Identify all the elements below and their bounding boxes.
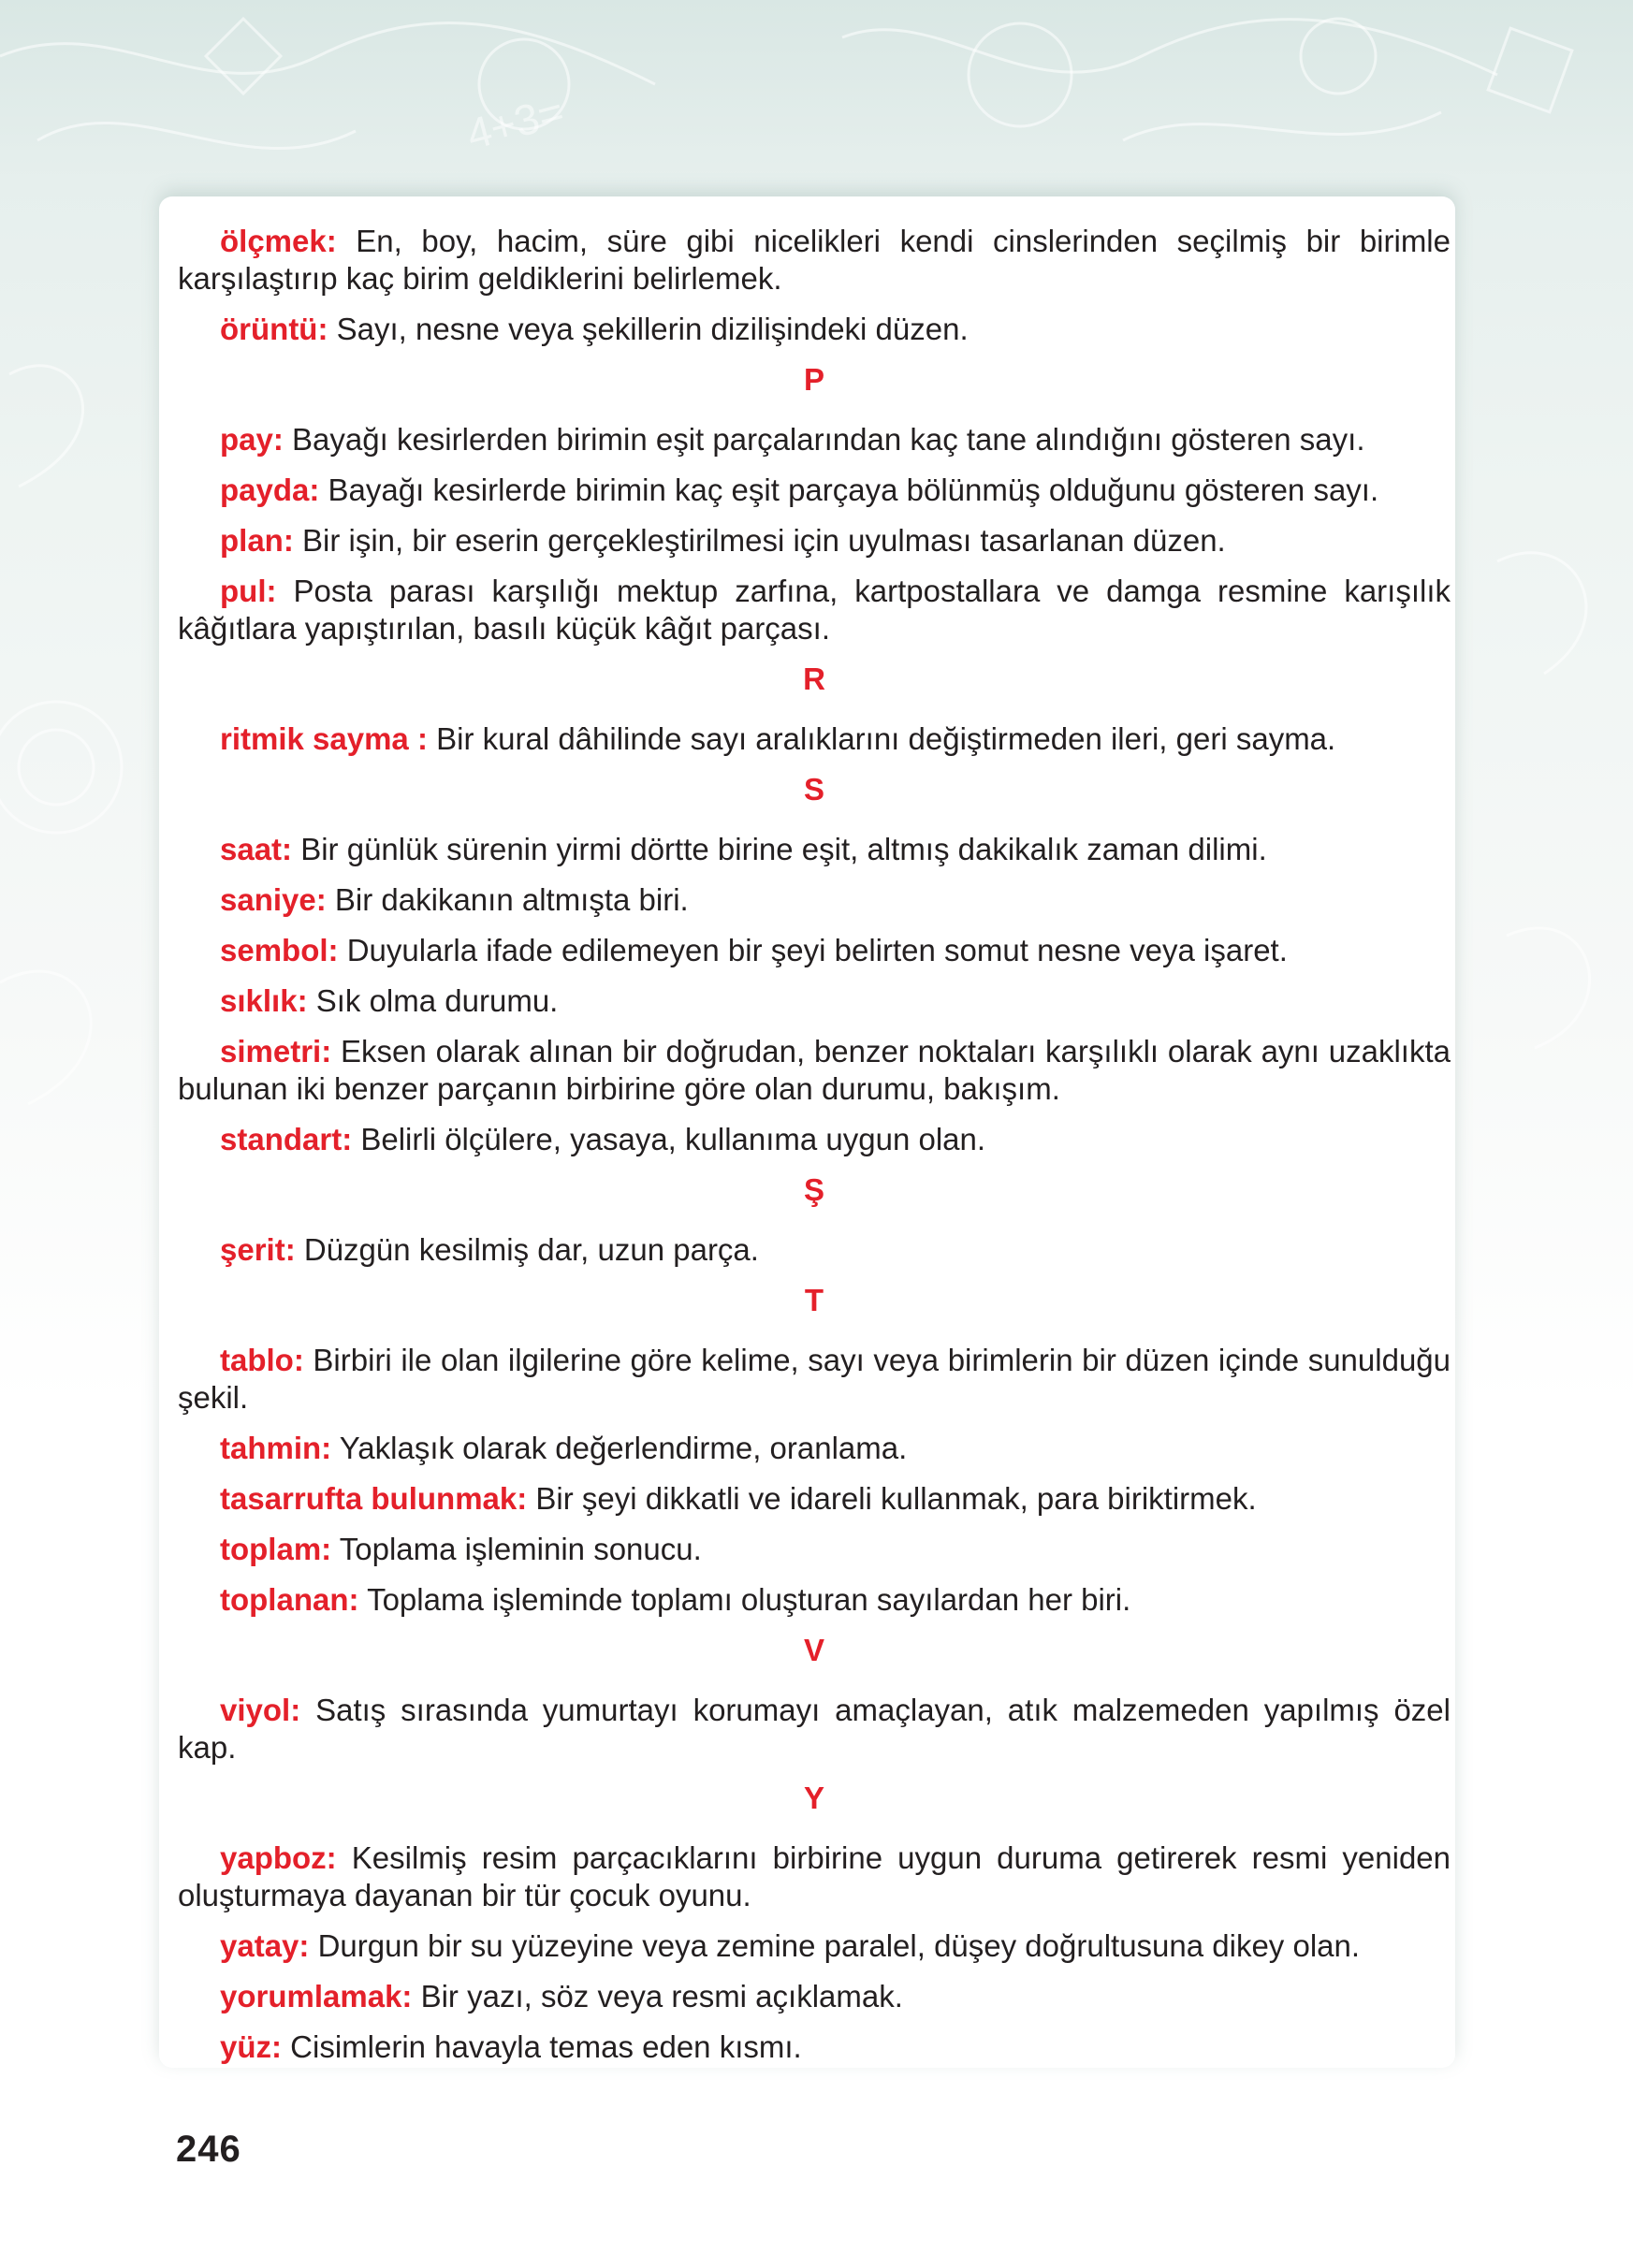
glossary-definition: Durgun bir su yüzeyine veya zemine paralel, düşey doğrultusuna dikey olan.	[317, 1928, 1361, 1963]
glossary-entry	[178, 1839, 1451, 1914]
glossary-definition: Cisimlerin havayla temas eden kısmı.	[290, 2029, 802, 2064]
glossary-entry	[178, 1692, 1451, 1766]
section-letter: T	[804, 1283, 824, 1317]
glossary-term: pul:	[220, 574, 277, 608]
glossary-term: örüntü:	[220, 312, 328, 346]
glossary-term: yapboz:	[220, 1840, 337, 1875]
glossary-entry	[178, 522, 1451, 560]
glossary-entry	[178, 1978, 1451, 2015]
glossary-term: ölçmek:	[220, 224, 337, 258]
glossary-term: toplam:	[220, 1532, 332, 1566]
glossary-definition: Satış sırasında yumurtayı korumayı amaçlayan, atık malzemeden yapılmış özel kap.	[178, 1693, 1451, 1765]
glossary-term: saniye:	[220, 882, 327, 917]
section-letter: Y	[803, 1781, 824, 1815]
glossary-term: pay:	[220, 422, 284, 457]
glossary-term: şerit:	[220, 1232, 296, 1267]
glossary-term: simetri:	[220, 1034, 332, 1069]
glossary-definition: Duyularla ifade edilemeyen bir şeyi belirten somut nesne veya işaret.	[346, 933, 1288, 967]
glossary-definition: Sayı, nesne veya şekillerin dizilişindeki düzen.	[336, 312, 969, 346]
section-letter: R	[803, 662, 825, 696]
glossary-entry	[178, 1231, 1451, 1269]
glossary-definition: Yaklaşık olarak değerlendirme, oranlama.	[339, 1431, 908, 1465]
glossary-definition: Toplama işleminin sonucu.	[339, 1532, 702, 1566]
section-letter: P	[803, 362, 824, 397]
glossary-definition: Bir işin, bir eserin gerçekleştirilmesi için uyulması tasarlanan düzen.	[302, 523, 1226, 558]
glossary-definition: Düzgün kesilmiş dar, uzun parça.	[303, 1232, 759, 1267]
glossary-definition: Sık olma durumu.	[315, 983, 559, 1018]
glossary-definition: Bayağı kesirlerden birimin eşit parçalarından kaç tane alındığını gösteren sayı.	[292, 422, 1365, 457]
glossary-definition: En, boy, hacim, süre gibi nicelikleri kendi cinslerinden seçilmiş bir birimle karşılaştırıp kaç birim geldiklerini belirlemek.	[178, 224, 1451, 296]
glossary-term: toplanan:	[220, 1582, 359, 1617]
glossary	[178, 223, 1451, 2079]
glossary-entry	[178, 472, 1451, 509]
glossary-definition: Bir yazı, söz veya resmi açıklamak.	[420, 1979, 903, 2014]
glossary-term: sıklık:	[220, 983, 308, 1018]
glossary-entry	[178, 982, 1451, 1020]
section-letter: S	[803, 772, 824, 807]
glossary-definition: Bir şeyi dikkatli ve idareli kullanmak, para biriktirmek.	[535, 1481, 1257, 1516]
glossary-entry	[178, 311, 1451, 348]
glossary-definition: Toplama işleminde toplamı oluşturan sayılardan her biri.	[367, 1582, 1131, 1617]
svg-text:4+3=: 4+3=	[461, 86, 569, 159]
glossary-term: standart:	[220, 1122, 353, 1156]
glossary-definition: Belirli ölçülere, yasaya, kullanıma uygun olan.	[360, 1122, 986, 1156]
glossary-term: tasarrufta bulunmak:	[220, 1481, 528, 1516]
glossary-term: yorumlamak:	[220, 1979, 413, 2014]
glossary-definition: Eksen olarak alınan bir doğrudan, benzer noktaları karşılıklı olarak aynı uzaklıkta bulunan iki benzer parçanın birbirine göre olan durumu, bakışım.	[178, 1034, 1451, 1106]
glossary-term: saat:	[220, 832, 293, 866]
glossary-entry	[178, 1342, 1451, 1417]
glossary-term: yatay:	[220, 1928, 310, 1963]
glossary-entry	[178, 223, 1451, 298]
glossary-term: viyol:	[220, 1693, 301, 1727]
glossary-entry	[178, 932, 1451, 969]
glossary-entry	[178, 1581, 1451, 1619]
glossary-entry	[178, 2028, 1451, 2066]
glossary-definition: Bir dakikanın altmışta biri.	[334, 882, 689, 917]
glossary-definition: Posta parası karşılığı mektup zarfına, kartpostallara ve damga resmine karışılık kâğıtlara yapıştırılan, basılı küçük kâğıt parçası.	[178, 574, 1451, 646]
glossary-term: yüz:	[220, 2029, 282, 2064]
glossary-definition: Bayağı kesirlerde birimin kaç eşit parçaya bölünmüş olduğunu gösteren sayı.	[328, 472, 1379, 507]
glossary-entry	[178, 831, 1451, 868]
glossary-entry	[178, 573, 1451, 647]
glossary-term: plan:	[220, 523, 294, 558]
glossary-entry	[178, 720, 1451, 758]
section-letter: V	[803, 1633, 824, 1667]
glossary-entry	[178, 421, 1451, 458]
glossary-entry	[178, 1480, 1451, 1518]
glossary-definition: Kesilmiş resim parçacıklarını birbirine uygun duruma getirerek resmi yeniden oluşturmaya dayanan bir tür çocuk oyunu.	[178, 1840, 1451, 1912]
glossary-entry	[178, 1531, 1451, 1568]
glossary-term: tahmin:	[220, 1431, 332, 1465]
section-letter: Ş	[803, 1172, 824, 1207]
page-number: 246	[176, 2129, 241, 2170]
glossary-term: sembol:	[220, 933, 339, 967]
glossary-term: ritmik sayma :	[220, 721, 428, 756]
glossary-entry	[178, 1033, 1451, 1108]
glossary-definition: Birbiri ile olan ilgilerine göre kelime, sayı veya birimlerin bir düzen içinde sunulduğu şekil.	[178, 1343, 1451, 1415]
glossary-term: tablo:	[220, 1343, 304, 1377]
glossary-entry	[178, 1927, 1451, 1965]
glossary-entry	[178, 1430, 1451, 1467]
glossary-term: payda:	[220, 472, 320, 507]
glossary-definition: Bir kural dâhilinde sayı aralıklarını değiştirmeden ileri, geri sayma.	[436, 721, 1336, 756]
glossary-entry	[178, 1121, 1451, 1158]
glossary-definition: Bir günlük sürenin yirmi dörtte birine eşit, altmış dakikalık zaman dilimi.	[300, 832, 1267, 866]
glossary-entry	[178, 881, 1451, 919]
